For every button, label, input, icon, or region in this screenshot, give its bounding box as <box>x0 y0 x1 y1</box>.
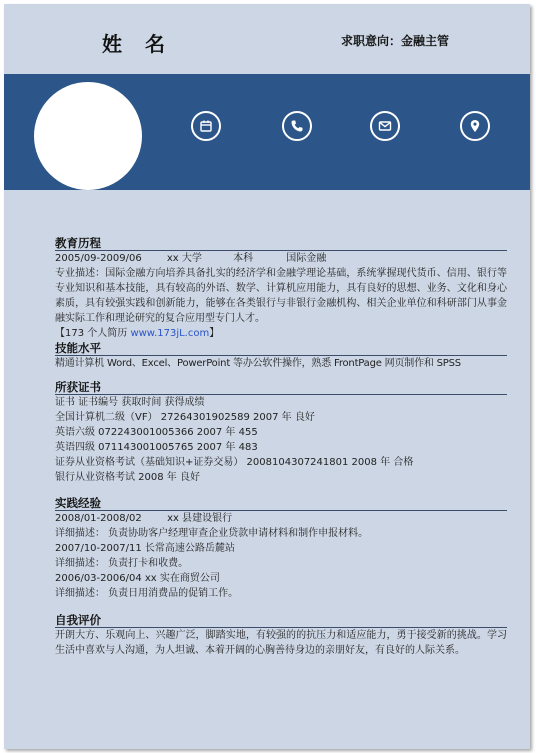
certificate-line: 英语四级 071143001005765 2007 年 483 <box>55 442 258 453</box>
certificate-line: 银行从业资格考试 2008 年 良好 <box>55 472 200 483</box>
education-school: xx 大学 <box>166 253 202 264</box>
phone-icon[interactable] <box>282 111 312 141</box>
resume-content <box>55 236 507 658</box>
resume-page <box>4 4 530 749</box>
education-degree: 本科 <box>233 253 254 264</box>
certificate-line: 英语六级 072243001005366 2007 年 455 <box>55 427 258 438</box>
certificate-line: 全国计算机二级（VF） 27264301902589 2007 年 良好 <box>55 412 315 423</box>
job-intent: 求职意向：金融主管 <box>341 34 450 48</box>
self-eval-text: 开朗大方、乐观向上、兴趣广泛，脚踏实地，有较强的的抗压力和适应能力，勇于接受新的挑战。学习生活中喜欢与人沟通，为人坦诚、本着开阔的心胸善待身边的亲朋好友，有良好的人际关系。 <box>55 630 507 656</box>
education-date: 2005/09-2009/06 <box>55 253 142 264</box>
education-title: 教育历程 <box>55 236 507 251</box>
practice-line: 详细描述： 负责日用消费品的促销工作。 <box>55 588 239 599</box>
certificate-line: 证券从业资格考试（基础知识+证券交易） 2008104307241801 2008 年 合格 <box>55 457 414 468</box>
calendar-icon[interactable] <box>191 111 221 141</box>
mail-icon[interactable] <box>370 111 400 141</box>
practice-line: 详细描述： 负责协助客户经理审查企业贷款申请材料和制作申报材料。 <box>55 528 369 539</box>
skills-text: 精通计算机 Word、Excel、PowerPoint 等办公软件操作，熟悉 FrontPage 网页制作和 SPSS <box>55 358 461 369</box>
practice-line: 详细描述： 负责打卡和收费。 <box>55 558 189 569</box>
ad-prefix: 【173 个人简历 <box>55 328 131 339</box>
resume-site-ad <box>55 326 507 341</box>
site-link[interactable]: www.173jL.com <box>130 328 210 339</box>
skills-title: 技能水平 <box>55 341 507 356</box>
candidate-name: 姓 名 <box>102 32 173 56</box>
practice-line: 2006/03-2006/04 xx 实在商贸公司 <box>55 573 220 584</box>
practice-title: 实践经验 <box>55 496 507 511</box>
ad-suffix: 】 <box>209 328 220 339</box>
self-eval-title: 自我评价 <box>55 613 507 628</box>
avatar <box>34 82 142 190</box>
education-major: 国际金融 <box>286 253 327 264</box>
practice-line: 2007/10-2007/11 长常高速公路岳麓站 <box>55 543 235 554</box>
certificate-line: 证书 证书编号 获取时间 获得成绩 <box>55 397 205 408</box>
certificates-title: 所获证书 <box>55 380 507 395</box>
education-row <box>55 251 507 266</box>
practice-line: 2008/01-2008/02 xx 县建设银行 <box>55 513 233 524</box>
education-description: 专业描述：国际金融方向培养具备扎实的经济学和金融学理论基础，系统掌握现代货币、信用、银行等专业知识和基本技能，具有较高的外语、数学、计算机应用能力，具有良好的思想、业务、文化和身心素质，具有较强实践和创新能力，能够在各类银行与非银行金融机构、相关企业单位和科研部门从事金融实际工作和理论研究的复合应用型专门人才。 <box>55 268 507 324</box>
location-icon[interactable] <box>460 111 490 141</box>
